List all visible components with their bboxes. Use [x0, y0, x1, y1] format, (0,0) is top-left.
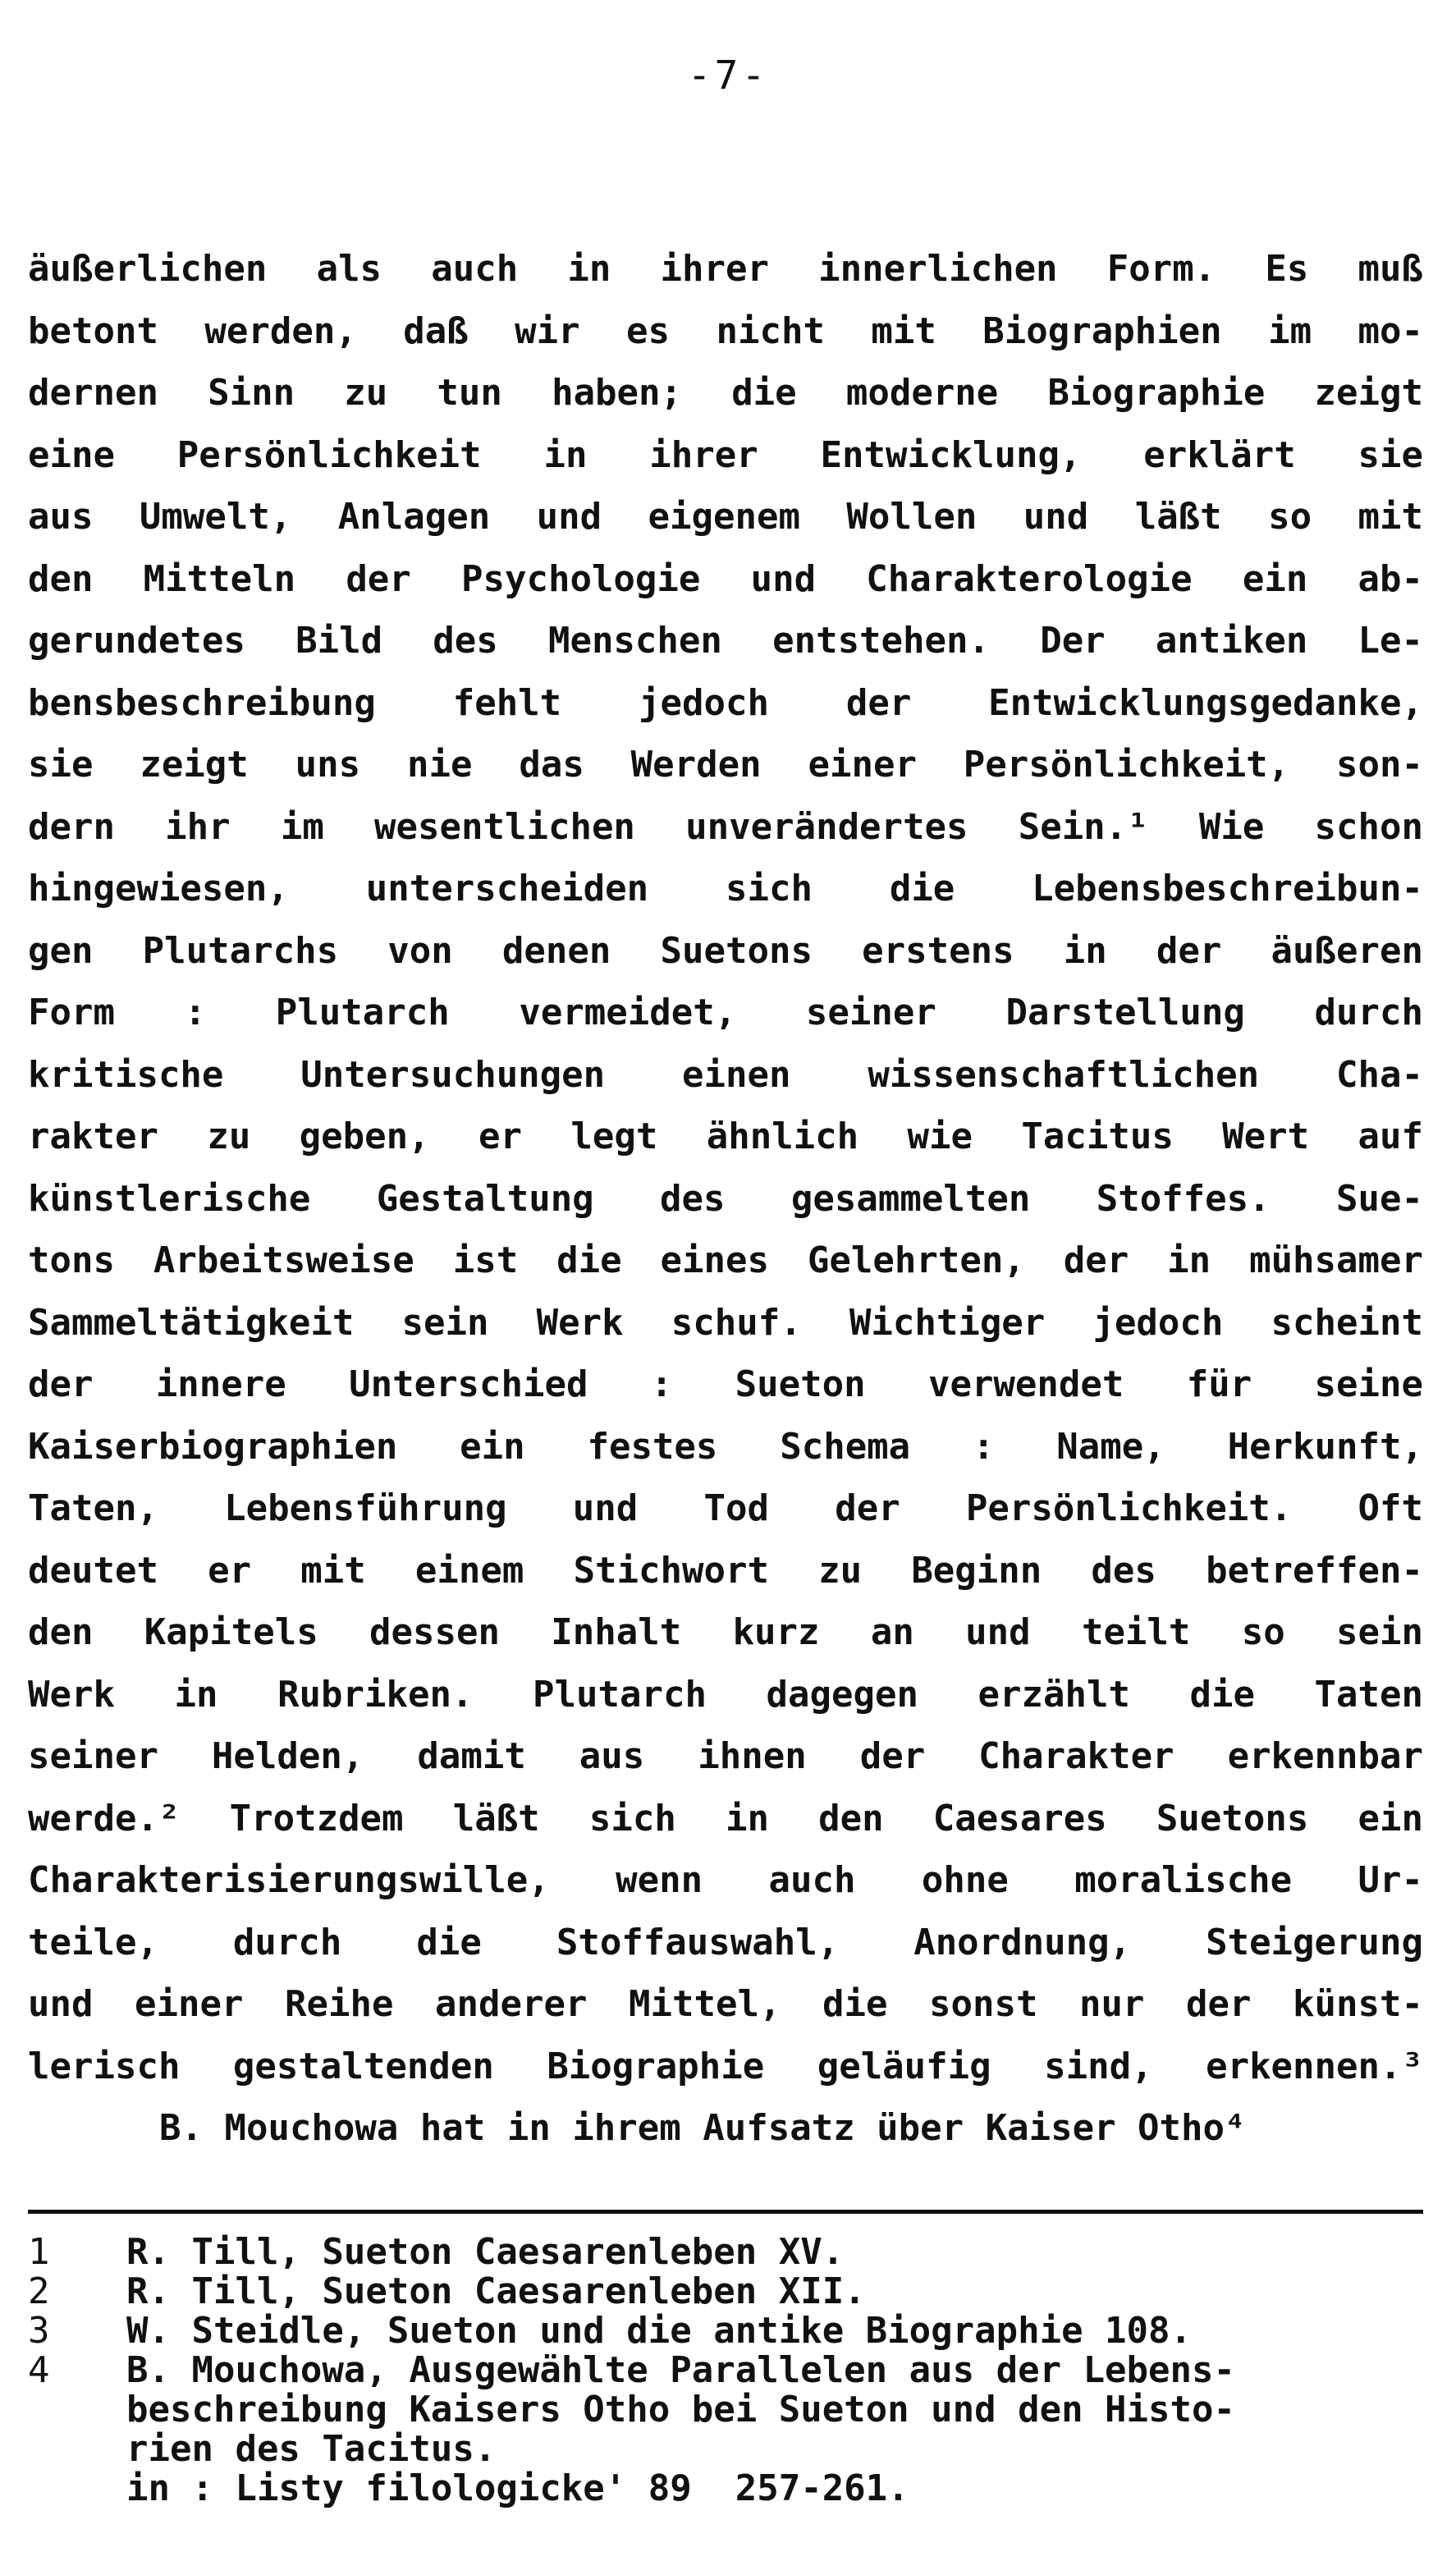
footnote-text: R. Till, Sueton Caesarenleben XV.: [126, 2231, 845, 2273]
footnote: [28, 2272, 1423, 2311]
footnote-text: W. Steidle, Sueton und die antike Biographie 108.: [126, 2310, 1193, 2352]
text-line: Taten, Lebensführung und Tod der Persönlichkeit. Oft: [28, 1487, 1423, 1529]
body-text: [28, 238, 1423, 2160]
footnote: [28, 2311, 1423, 2351]
text-line: der innere Unterschied : Sueton verwendet für seine: [28, 1363, 1423, 1405]
footnote-number: 1: [28, 2231, 50, 2273]
footnote-number: 4: [28, 2349, 50, 2391]
footnote-text: B. Mouchowa, Ausgewählte Parallelen aus der Lebens- beschreibung Kaisers Otho bei Sueton und den Histo- rien des Tacitus. in : Listy filologicke' 89 257-261.: [126, 2349, 1236, 2509]
footnote-text: R. Till, Sueton Caesarenleben XII.: [126, 2270, 866, 2312]
page-number: -7-: [687, 53, 769, 98]
text-line: Charakterisierungswille, wenn auch ohne moralische Ur-: [28, 1859, 1423, 1901]
text-line: gerundetes Bild des Menschen entstehen. Der antiken Le-: [28, 620, 1423, 662]
text-line: Sammeltätigkeit sein Werk schuf. Wichtiger jedoch scheint: [28, 1301, 1423, 1344]
text-line: hingewiesen, unterscheiden sich die Lebensbeschreibun-: [28, 868, 1423, 909]
text-line: aus Umwelt, Anlagen und eigenem Wollen und läßt so mit: [28, 496, 1423, 538]
text-line: seiner Helden, damit aus ihnen der Charakter erkennbar: [28, 1735, 1423, 1777]
text-line: den Kapitels dessen Inhalt kurz an und teilt so sein: [28, 1611, 1423, 1653]
text-line: gen Plutarchs von denen Suetons erstens in der äußeren: [28, 929, 1423, 972]
text-line: deutet er mit einem Stichwort zu Beginn des betreffen-: [28, 1549, 1423, 1592]
text-line: künstlerische Gestaltung des gesammelten Stoffes. Sue-: [28, 1177, 1423, 1220]
footnotes: [28, 2233, 1423, 2508]
text-line: und einer Reihe anderer Mittel, die sonst nur der künst-: [28, 1983, 1423, 2025]
text-line: tons Arbeitsweise ist die eines Gelehrten, der in mühsamer: [28, 1239, 1423, 1281]
text-line: rakter zu geben, er legt ähnlich wie Tacitus Wert auf: [28, 1116, 1423, 1157]
footnote-divider: [28, 2210, 1423, 2214]
text-line: werde.² Trotzdem läßt sich in den Caesares Suetons ein: [28, 1797, 1423, 1839]
text-line: lerisch gestaltenden Biographie geläufig sind, erkennen.³: [28, 2045, 1423, 2087]
footnote: [28, 2351, 1423, 2508]
text-line: äußerlichen als auch in ihrer innerlichen Form. Es muß: [28, 248, 1423, 290]
footnote: [28, 2233, 1423, 2272]
text-line: teile, durch die Stoffauswahl, Anordnung, Steigerung: [28, 1921, 1423, 1963]
text-line: den Mitteln der Psychologie und Charakterologie ein ab-: [28, 557, 1423, 600]
text-line: betont werden, daß wir es nicht mit Biographien im mo-: [28, 309, 1423, 352]
footnote-number: 2: [28, 2270, 50, 2312]
text-line: kritische Untersuchungen einen wissenschaftlichen Cha-: [28, 1053, 1423, 1096]
text-line: Kaiserbiographien ein festes Schema : Name, Herkunft,: [28, 1425, 1423, 1468]
text-line: bensbeschreibung fehlt jedoch der Entwicklungsgedanke,: [28, 681, 1423, 724]
text-line: eine Persönlichkeit in ihrer Entwicklung, erklärt sie: [28, 433, 1423, 476]
footnote-number: 3: [28, 2310, 50, 2352]
text-line: Form : Plutarch vermeidet, seiner Darstellung durch: [28, 992, 1423, 1033]
text-line: dernen Sinn zu tun haben; die moderne Biographie zeigt: [28, 372, 1423, 414]
text-line: sie zeigt uns nie das Werden einer Persönlichkeit, son-: [28, 744, 1423, 786]
text-line: Werk in Rubriken. Plutarch dagegen erzählt die Taten: [28, 1673, 1423, 1716]
text-line: dern ihr im wesentlichen unverändertes Sein.¹ Wie schon: [28, 805, 1423, 848]
text-line: B. Mouchowa hat in ihrem Aufsatz über Kaiser Otho⁴: [159, 2107, 1247, 2149]
